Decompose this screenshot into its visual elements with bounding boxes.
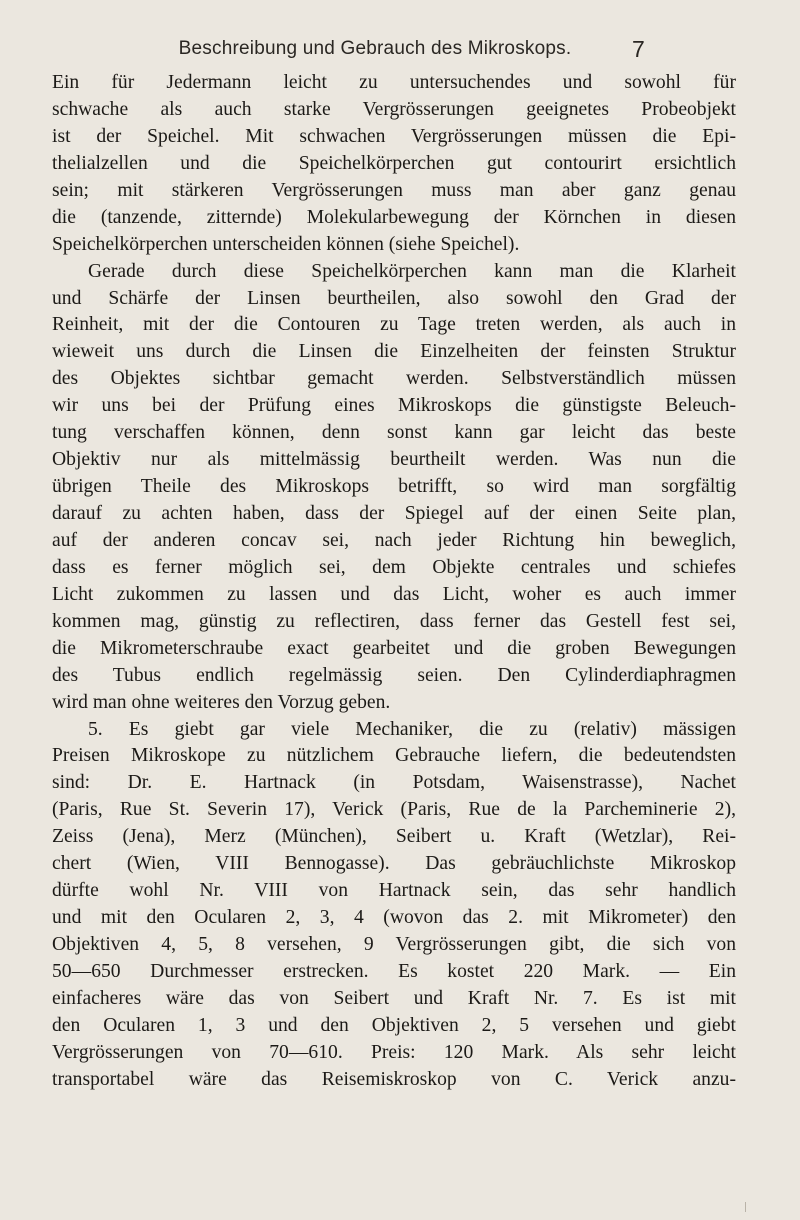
text-line: die (tanzende, zitternde) Molekularbewegung der Körnchen in diesen xyxy=(52,206,736,228)
text-line: dass es ferner möglich sei, dem Objekte centrales und schiefes xyxy=(52,556,736,578)
text-line: dürfte wohl Nr. VIII von Hartnack sein, das sehr handlich xyxy=(52,880,736,902)
text-line: die Mikrometerschraube exact gearbeitet und die groben Bewegungen xyxy=(52,637,736,659)
paragraph-start-line: Gerade durch diese Speichelkörperchen kann man die Klarheit xyxy=(88,260,736,282)
text-line: sein; mit stärkeren Vergrösserungen muss man aber ganz genau xyxy=(52,179,736,201)
text-line: Zeiss (Jena), Merz (München), Seibert u. Kraft (Wetzlar), Rei- xyxy=(52,826,736,848)
running-header xyxy=(0,16,800,62)
print-mark xyxy=(745,1202,746,1212)
text-line: des Objektes sichtbar gemacht werden. Selbstverständlich müssen xyxy=(52,368,736,390)
text-line: wieweit uns durch die Linsen die Einzelheiten der feinsten Struktur xyxy=(52,341,736,363)
text-line: thelialzellen und die Speichelkörperchen gut contourirt ersichtlich xyxy=(52,152,736,174)
text-line: Ein für Jedermann leicht zu untersuchendes und sowohl für xyxy=(52,72,736,93)
text-line: Reinheit, mit der die Contouren zu Tage treten werden, als auch in xyxy=(52,314,736,336)
text-line: übrigen Theile des Mikroskops betrifft, so wird man sorgfältig xyxy=(52,476,736,498)
running-head-title: Beschreibung und Gebrauch des Mikroskops. xyxy=(178,38,572,59)
text-line: schwache als auch starke Vergrösserungen geeignetes Probeobjekt xyxy=(52,98,736,120)
text-line: wir uns bei der Prüfung eines Mikroskops die günstigste Beleuch- xyxy=(52,395,736,417)
text-line: chert (Wien, VIII Bennogasse). Das gebräuchlichste Mikroskop xyxy=(52,853,736,875)
text-line: Objektiv nur als mittelmässig beurtheilt werden. Was nun die xyxy=(52,449,736,471)
text-line: Objektiven 4, 5, 8 versehen, 9 Vergrösserungen gibt, die sich von xyxy=(52,934,736,955)
text-line: des Tubus endlich regelmässig seien. Den Cylinderdiaphragmen xyxy=(52,664,736,686)
text-line: wird man ohne weiteres den Vorzug geben. xyxy=(52,691,391,713)
text-line: transportabel wäre das Reisemiskroskop von C. Verick anzu- xyxy=(52,1068,736,1090)
text-line: tung verschaffen können, denn sonst kann gar leicht das beste xyxy=(52,422,736,444)
body-text xyxy=(52,70,736,1094)
text-line: kommen mag, günstig zu reflectiren, dass ferner das Gestell fest sei, xyxy=(52,610,736,632)
text-line: und mit den Ocularen 2, 3, 4 (wovon das 2. mit Mikrometer) den xyxy=(52,907,736,929)
text-line: und Schärfe der Linsen beurtheilen, also sowohl den Grad der xyxy=(52,287,736,309)
text-line: einfacheres wäre das von Seibert und Kraft Nr. 7. Es ist mit xyxy=(52,987,736,1009)
text-line: 50—650 Durchmesser erstrecken. Es kostet 220 Mark. — Ein xyxy=(52,960,736,982)
text-line: darauf zu achten haben, dass der Spiegel auf der einen Seite plan, xyxy=(52,503,736,524)
text-line: sind: Dr. E. Hartnack (in Potsdam, Waisenstrasse), Nachet xyxy=(52,772,736,794)
page-number: 7 xyxy=(632,36,645,62)
paragraph-start-line: 5. Es giebt gar viele Mechaniker, die zu (relativ) mässigen xyxy=(88,718,736,740)
text-line: den Ocularen 1, 3 und den Objektiven 2, 5 versehen und giebt xyxy=(52,1014,736,1036)
text-line: Speichelkörperchen unterscheiden können (siehe Speichel). xyxy=(52,233,520,255)
text-line: (Paris, Rue St. Severin 17), Verick (Paris, Rue de la Parcheminerie 2), xyxy=(52,799,736,821)
text-line: Vergrösserungen von 70—610. Preis: 120 Mark. Als sehr leicht xyxy=(52,1041,736,1063)
text-line: Licht zukommen zu lassen und das Licht, woher es auch immer xyxy=(52,583,736,605)
text-line: auf der anderen concav sei, nach jeder Richtung hin beweglich, xyxy=(52,529,736,551)
text-line: Preisen Mikroskope zu nützlichem Gebrauche liefern, die bedeutendsten xyxy=(52,745,736,767)
text-line: ist der Speichel. Mit schwachen Vergrösserungen müssen die Epi- xyxy=(52,125,736,147)
